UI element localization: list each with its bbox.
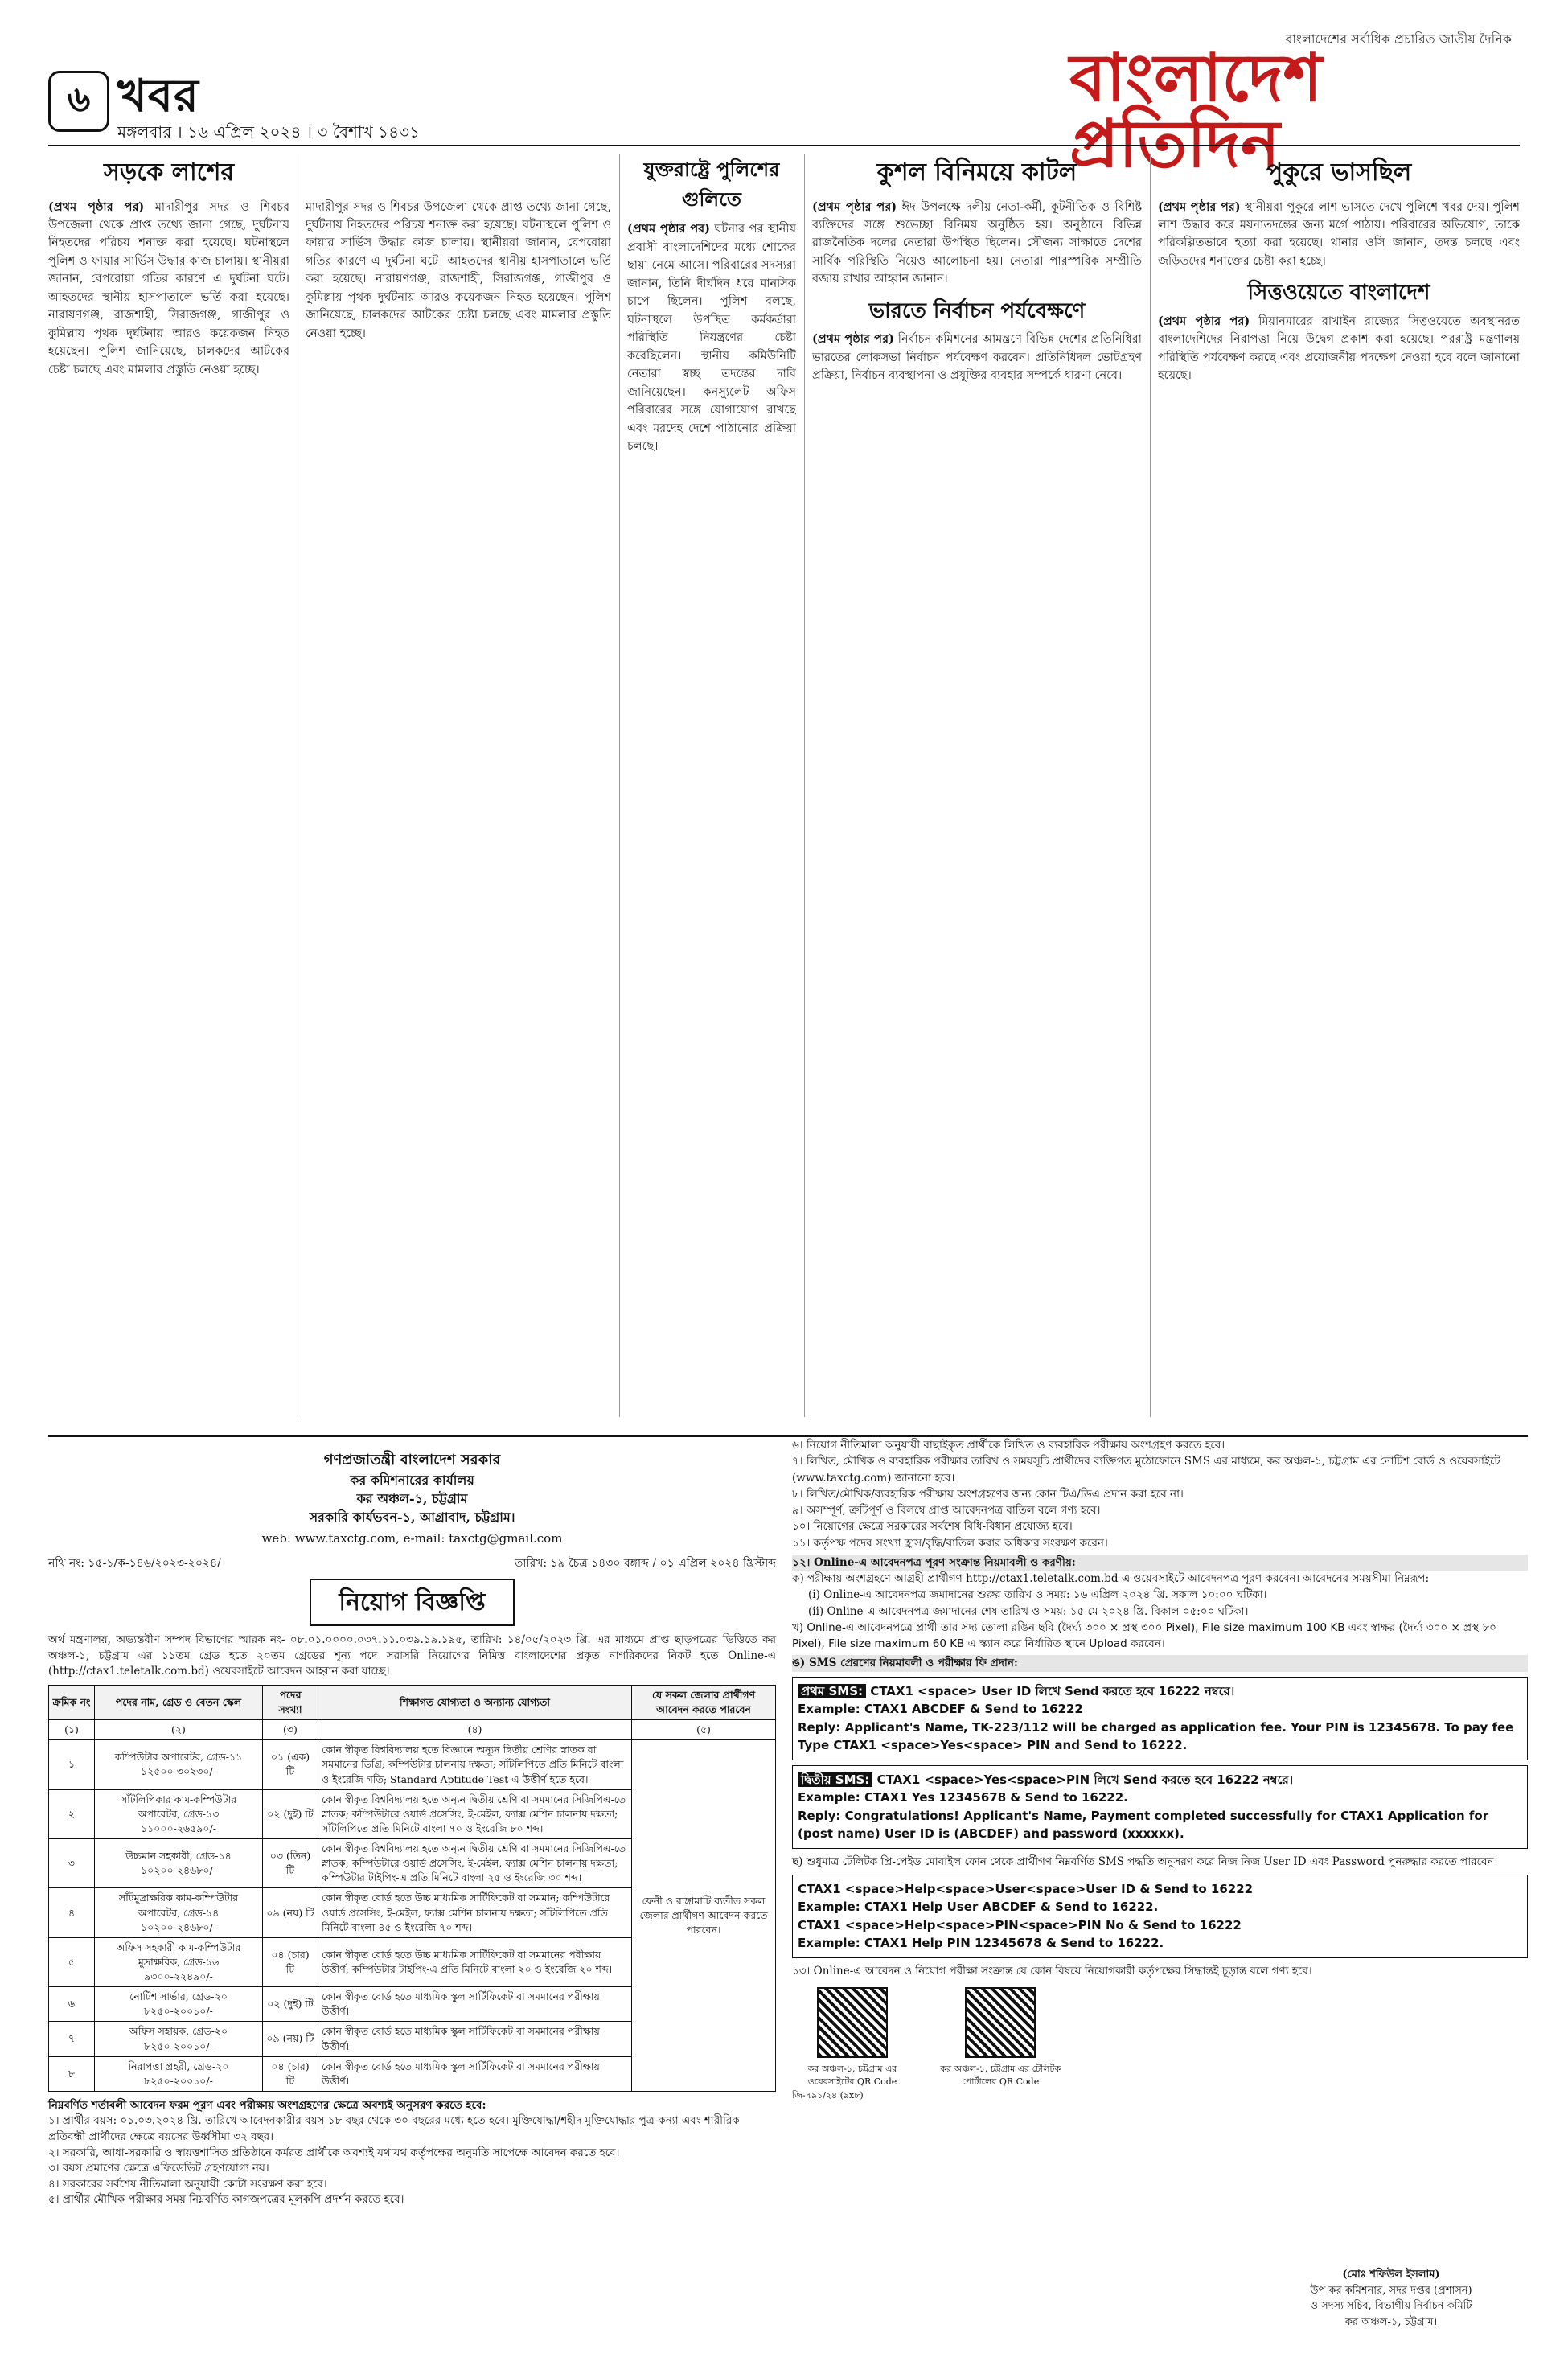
forgot-pin-example: Example: CTAX1 Help PIN 12345678 & Send to 16222. — [798, 1936, 1164, 1951]
article-title-sittwe: সিত্তওয়েতে বাংলাদেশ — [1247, 281, 1430, 306]
article-title-india: ভারতে নির্বাচন পর্যবেক্ষণে — [868, 298, 1086, 323]
row-count: ০৪ (চার) টি — [263, 2056, 318, 2091]
article-road-deaths — [48, 154, 289, 1441]
row-post — [95, 1888, 263, 1937]
header-qualification: শিক্ষাগত যোগ্যতা ও অন্যান্য যোগ্যতা — [318, 1685, 632, 1719]
qr-row — [792, 1987, 1528, 2089]
print-code: জি-৭৯১/২৪ (৯x৮) — [792, 2090, 864, 2101]
notice-item: ১১। কর্তৃপক্ষ পদের সংখ্যা হ্রাস/বৃদ্ধি/বাতিল করার অধিকার সংরক্ষণ করেন। — [792, 1536, 1108, 1550]
final-note: ১৩। Online-এ আবেদন ও নিয়োগ পরীক্ষা সংক্রান্ত যে কোন বিষয়ে নিয়োগকারী কর্তৃপক্ষের সিদ্ধান্তই চূড়ান্ত বলে গণ্য হবে। — [792, 1964, 1312, 1978]
row-scale: ১০২০০-২৪৬৮০/- — [141, 1920, 216, 1933]
conditions-heading: নিম্নবর্ণিত শর্তাবলী আবেদন ফরম পূরণ এবং পরীক্ষায় অংশগ্রহণের ক্ষেত্রে অবশ্যই অনুসরণ করতে হবে: — [48, 2098, 486, 2112]
signer-title: উপ কর কমিশনার, সদর দপ্তর (প্রশাসন) — [1310, 2284, 1472, 2297]
article-pond — [1158, 154, 1520, 1441]
row-count: ০১ (এক) টি — [263, 1740, 318, 1789]
web-contact[interactable]: web: www.taxctg.com, e-mail: taxctg@gmail.com — [261, 1530, 563, 1546]
qr-teletalk[interactable] — [940, 1987, 1061, 2089]
condition-item: ৫। প্রার্থীর মৌখিক পরীক্ষার সময় নিম্নবর্ণিত কাগজপত্রের মূলকপি প্রদর্শন করতে হবে। — [48, 2193, 404, 2207]
article-us-police — [627, 154, 796, 1441]
sms-step-text: CTAX1 <space>Yes<space>PIN লিখে Send করতে হবে 16222 নম্বরে। — [876, 1772, 1294, 1787]
article-body: স্থানীয়রা পুকুরে লাশ ভাসতে দেখে পুলিশে খবর দেয়। পুলিশ লাশ উদ্ধার করে ময়নাতদন্তের জন্য মর্গে পাঠায়। পরিবারের অভিযোগ, তাকে পরিকল্পিতভাবে হত্যা করা হয়েছে। থানার ওসি জানান, তদন্ত চলছে এবং জড়িতদের শনাক্তের চেষ্টা করা হচ্ছে। — [1158, 200, 1520, 268]
condition-item: ৩। বয়স প্রমাণের ক্ষেত্রে এফিডেভিট গ্রহণযোগ্য নয়। — [48, 2162, 269, 2175]
row-qualification: কোন স্বীকৃত বিশ্ববিদ্যালয় হতে বিজ্ঞানে অন্যূন দ্বিতীয় শ্রেণির স্নাতক বা সমমানের ডিগ্রি; কম্পিউটার চালনায় দক্ষতা; সাঁটলিপিতে প্রতি মিনিটে বাংলা ও ইংরেজি গতি; Standard Aptitude Test এ উত্তীর্ণ হতে হবে। — [318, 1740, 632, 1789]
sms-step-label: দ্বিতীয় SMS: — [798, 1772, 872, 1787]
row-serial: ৩ — [49, 1839, 95, 1888]
article-body: ঘটনার পর স্থানীয় প্রবাসী বাংলাদেশিদের মধ্যে শোকের ছায়া নেমে আসে। পরিবারের সদস্যরা জানান, তিনি দীর্ঘদিন ধরে মানসিক চাপে ছিলেন। পুলিশ বলছে, ঘটনাস্থলে উপস্থিত কর্মকর্তারা পরিস্থিতি নিয়ন্ত্রণের চেষ্টা করেছিলেন। স্থানীয় কমিউনিটি নেতারা স্বচ্ছ তদন্তের দাবি জানিয়েছেন। কনস্যুলেট অফিস পরিবারের সঙ্গে যোগাযোগ রাখছে এবং মরদেহ দেশে পাঠানোর প্রক্রিয়া চলছে। — [627, 223, 796, 453]
article-title: পুকুরে ভাসছিল — [1266, 158, 1412, 187]
condition-item: ৪। সরকারের সর্বশেষ নীতিমালা অনুযায়ী কোটা সংরক্ষণ করা হবে। — [48, 2177, 327, 2191]
row-districts: ফেনী ও রাঙ্গামাটি ব্যতীত সকল জেলার প্রার্থীগণ আবেদন করতে পারবেন। — [632, 1740, 776, 2092]
signer-zone: কর অঞ্চল-১, চট্টগ্রাম। — [1344, 2315, 1438, 2328]
notice-item: ৭। লিখিত, মৌখিক ও ব্যবহারিক পরীক্ষার তারিখ ও সময়সূচি প্রার্থীদের ব্যক্তিগত মুঠোফোনে SMS এর মাধ্যমে, কর অঞ্চল-১, চট্টগ্রাম এর নোটিশ বোর্ড ও ওয়েবসাইটে (www.taxctg.com) জানানো হবে। — [792, 1455, 1500, 1485]
sms-step-label: প্রথম SMS: — [798, 1684, 866, 1698]
row-post-name: অফিস সহকারী কাম-কম্পিউটার মুদ্রাক্ষরিক, গ্রেড-১৬ — [116, 1941, 241, 1968]
article-lead: (প্রথম পৃষ্ঠার পর) — [812, 199, 897, 214]
sms-step-text: CTAX1 <space> User ID লিখে Send করতে হবে 16222 নম্বরে। — [870, 1683, 1235, 1698]
signer-role: ও সদস্য সচিব, বিভাগীয় নির্বাচন কমিটি — [1310, 2300, 1472, 2312]
row-count: ০২ (দুই) টি — [263, 1789, 318, 1838]
dateline: মঙ্গলবার । ১৬ এপ্রিল ২০২৪ । ৩ বৈশাখ ১৪৩১ — [117, 122, 421, 142]
sms-heading: ঙ) SMS প্রেরণের নিয়মাবলী ও পরীক্ষার ফি প্রদান: — [792, 1655, 1528, 1671]
column-divider — [1150, 154, 1151, 1417]
qr-label: কর অঞ্চল-১, চট্টগ্রাম এর টেলিটক পোর্টালের QR Code — [940, 2063, 1061, 2087]
header-serial: ক্রমিক নং — [49, 1685, 95, 1719]
row-scale: ৯৩০০-২২৪৯০/- — [144, 1970, 213, 1983]
row-post — [95, 1839, 263, 1888]
article-body: মাদারীপুর সদর ও শিবচর উপজেলা থেকে প্রাপ্ত তথ্যে জানা গেছে, দুর্ঘটনায় নিহতদের পরিচয় শনাক্ত করা হয়েছে। ঘটনাস্থলে পুলিশ ও ফায়ার সার্ভিস উদ্ধার কাজ চালায়। স্থানীয়রা জানান, বেপরোয়া গতির কারণে এ দুর্ঘটনা ঘটে। আহতদের স্থানীয় হাসপাতালে ভর্তি করা হয়েছে। নারায়ণগঞ্জ, রাজশাহী, সিরাজগঞ্জ, গাজীপুর ও কুমিল্লায় পৃথক দুর্ঘটনায় আরও কয়েকজন নিহত হয়েছেন। পুলিশ জানিয়েছে, চালকদের আটকের চেষ্টা চলছে এবং মামলার প্রস্তুতি নেওয়া হচ্ছে। — [48, 200, 289, 376]
date-label: তারিখ: — [514, 1557, 548, 1571]
row-qualification: কোন স্বীকৃত বিশ্ববিদ্যালয় হতে অন্যূন দ্বিতীয় শ্রেণি বা সমমানের সিজিপিএ-তে স্নাতক; কম্পিউটারে ওয়ার্ড প্রসেসিং, ই-মেইল, ফ্যাক্স মেশিন চালনায় দক্ষতা; কম্পিউটার টাইপিং-এ প্রতি মিনিটে বাংলা ২৫ ও ইংরেজি ৩০ শব্দ। — [318, 1839, 632, 1888]
row-qualification: কোন স্বীকৃত বিশ্ববিদ্যালয় হতে অন্যূন দ্বিতীয় শ্রেণি বা সমমানের সিজিপিএ-তে স্নাতক; কম্পিউটারে ওয়ার্ড প্রসেসিং, ই-মেইল, ফ্যাক্স মেশিন চালনায় দক্ষতা; সাঁটলিপিতে প্রতি মিনিটে বাংলা ৭০ ও ইংরেজি ৮০ শব্দ। — [318, 1789, 632, 1838]
forgot-uid: CTAX1 <space>Help<space>User<space>User ID & Send to 16222 — [798, 1881, 1254, 1896]
row-post-name: অফিস সহায়ক, গ্রেড-২০ — [129, 2025, 228, 2038]
article-title — [306, 154, 611, 192]
row-post — [95, 1937, 263, 1986]
signer-name: (মোঃ শফিউল ইসলাম) — [1342, 2269, 1440, 2281]
sms-reply: Reply: Applicant's Name, TK-223/112 will be charged as application fee. Your PIN is 12345678. To pay fee Type CTAX1 <space>Yes<space> PIN and Send to 16222. — [798, 1719, 1514, 1752]
condition-item: ২। সরকারি, আধা-সরকারি ও স্বায়ত্তশাসিত প্রতিষ্ঠানে কর্মরত প্রার্থীকে অবশ্যই যথাযথ কর্তৃপক্ষের অনুমতি সাপেক্ষে আবেদন করতে হবে। — [48, 2146, 620, 2159]
photo-spec: খ) Online-এ আবেদনপত্রে প্রার্থী তার সদ্য তোলা রঙিন ছবি (দৈর্ঘ্য ৩০০ × প্রস্থ ৩০০ Pixel), File size maximum 100 KB এবং স্বাক্ষর (দৈর্ঘ্য ৩০০ × প্রস্থ ৮০ Pixel), File size maximum 60 KB এ স্ক্যান করে নির্ধারিত স্থানে Upload করবেন। — [792, 1620, 1496, 1650]
header-rule — [48, 145, 1520, 146]
sms-example: Example: CTAX1 Yes 12345678 & Send to 16222. — [798, 1790, 1128, 1805]
article-lead: (প্রথম পৃষ্ঠার পর) — [1158, 314, 1250, 328]
notice-item: ৮। লিখিত/মৌখিক/ব্যবহারিক পরীক্ষায় অংশগ্রহণের জন্য কোন টিএ/ডিএ প্রদান করা হবে না। — [792, 1487, 1184, 1501]
section-title: খবর — [117, 69, 199, 122]
qr-website[interactable] — [792, 1987, 913, 2089]
notice-title: নিয়োগ বিজ্ঞপ্তি — [48, 1579, 776, 1627]
row-post-name: নোটিশ সার্ভার, গ্রেড-২০ — [129, 1990, 228, 2003]
online-end: (ii) Online-এ আবেদনপত্র জমাদানের শেষ তারিখ ও সময়: ১৫ মে ২০২৪ খ্রি. বিকাল ০৫:০০ ঘটিকা। — [808, 1604, 1249, 1618]
row-post — [95, 2056, 263, 2091]
row-post-name: কম্পিউটার অপারেটর, গ্রেড-১১ — [114, 1751, 243, 1764]
memo-number: নথি নং: ১৫-১/ক-১৪৬/২০২৩-২০২৪/ — [48, 1557, 221, 1571]
row-qualification: কোন স্বীকৃত বোর্ড হতে উচ্চ মাধ্যমিক সার্টিফিকেট বা সমমান; কম্পিউটারে ওয়ার্ড প্রসেসিং, ই-মেইল, ফ্যাক্স মেশিন চালনায় দক্ষতা; সাঁটলিপিতে প্রতি মিনিটে বাংলা ৪৫ ও ইংরেজি ৭০ শব্দ। — [318, 1888, 632, 1937]
date-block: তারিখ: ১৯ চৈত্র ১৪৩০ বঙ্গাব্দ / ০১ এপ্রিল ২০২৪ খ্রিস্টাব্দ — [514, 1557, 776, 1571]
row-post — [95, 1987, 263, 2022]
row-count: ০৩ (তিন) টি — [263, 1839, 318, 1888]
sms-example: Example: CTAX1 ABCDEF & Send to 16222 — [798, 1702, 1083, 1716]
row-serial: ৮ — [49, 2056, 95, 2091]
masthead-tagline: বাংলাদেশের সর্বাধিক প্রচারিত জাতীয় দৈনিক — [1285, 31, 1512, 47]
row-serial: ৭ — [49, 2022, 95, 2056]
row-scale: ৮২৫০-২০০১০/- — [144, 2074, 213, 2087]
article-greetings — [812, 154, 1142, 1441]
office-name: কর কমিশনারের কার্যালয় — [350, 1472, 474, 1489]
row-count: ০২ (দুই) টি — [263, 1987, 318, 2022]
row-post-name: নিরাপত্তা প্রহরী, গ্রেড-২০ — [128, 2060, 229, 2072]
article-body: নির্বাচন কমিশনের আমন্ত্রণে বিভিন্ন দেশের প্রতিনিধিরা ভারতের লোকসভা নির্বাচন পর্যবেক্ষণ করবেন। প্রতিনিধিদল ভোটগ্রহণ প্রক্রিয়া, নির্বাচন ব্যবস্থাপনা ও প্রযুক্তির ব্যবহার সম্পর্কে ধারণা নেবে। — [812, 333, 1142, 383]
row-serial: ১ — [49, 1740, 95, 1789]
article-body: মাদারীপুর সদর ও শিবচর উপজেলা থেকে প্রাপ্ত তথ্যে জানা গেছে, দুর্ঘটনায় নিহতদের পরিচয় শনাক্ত করা হয়েছে। ঘটনাস্থলে পুলিশ ও ফায়ার সার্ভিস উদ্ধার কাজ চালায়। স্থানীয়রা জানান, বেপরোয়া গতির কারণে এ দুর্ঘটনা ঘটে। আহতদের স্থানীয় হাসপাতালে ভর্তি করা হয়েছে। নারায়ণগঞ্জ, রাজশাহী, সিরাজগঞ্জ, গাজীপুর ও কুমিল্লায় পৃথক দুর্ঘটনায় আরও কয়েকজন নিহত হয়েছেন। পুলিশ জানিয়েছে, চালকদের আটকের চেষ্টা চলছে এবং মামলার প্রস্তুতি নেওয়া হচ্ছে। — [306, 200, 611, 340]
memo-row — [48, 1555, 776, 1571]
article-lead: (প্রথম পৃষ্ঠার পর) — [48, 199, 145, 214]
article-title: যুক্তরাষ্ট্রে পুলিশের গুলিতে — [643, 158, 780, 212]
recruitment-notice — [48, 1435, 1528, 2346]
forgot-heading: ছ) শুধুমাত্র টেলিটক প্রি-পেইড মোবাইল ফোন থেকে প্রার্থীগণ নিম্নবর্ণিত SMS পদ্ধতি অনুসরণ করে নিজ নিজ User ID এবং Password পুনরুদ্ধার করতে পারবেন। — [792, 1854, 1498, 1868]
row-post-name: সাঁটমুদ্রাক্ষরিক কাম-কম্পিউটার অপারেটর, গ্রেড-১৪ — [118, 1891, 239, 1919]
article-body: ঈদ উপলক্ষে দলীয় নেতা-কর্মী, কূটনীতিক ও বিশিষ্ট ব্যক্তিদের সঙ্গে শুভেচ্ছা বিনিময় অনুষ্ঠিত হয়। অনুষ্ঠানে বিভিন্ন রাজনৈতিক দলের নেতারা উপস্থিত ছিলেন। সৌজন্য সাক্ষাতে দেশের সার্বিক পরিস্থিতি নিয়েও আলোচনা হয়। নেতারা পারস্পরিক সম্প্রীতি বজায় রাখার আহ্বান জানান। — [812, 200, 1142, 286]
header-post: পদের নাম, গ্রেড ও বেতন স্কেল — [95, 1685, 263, 1719]
row-count: ০৯ (নয়) টি — [263, 2022, 318, 2056]
row-qualification: কোন স্বীকৃত বোর্ড হতে মাধ্যমিক স্কুল সার্টিফিকেট বা সমমানের পরীক্ষায় উত্তীর্ণ। — [318, 2056, 632, 2091]
notice-item: ৬। নিয়োগ নীতিমালা অনুযায়ী বাছাইকৃত প্রার্থীকে লিখিত ও ব্যবহারিক পরীক্ষায় অংশগ্রহণ করতে হবে। — [792, 1439, 1225, 1452]
row-qualification: কোন স্বীকৃত বোর্ড হতে মাধ্যমিক স্কুল সার্টিফিকেট বা সমমানের পরীক্ষায় উত্তীর্ণ। — [318, 1987, 632, 2022]
table-index-row: (১) (২) (৩) (৪) (৫) — [49, 1720, 776, 1740]
article-body: মিয়ানমারের রাখাইন রাজ্যের সিত্তওয়েতে অবস্থানরত বাংলাদেশিদের নিরাপত্তা নিয়ে উদ্বেগ প্রকাশ করা হয়েছে। পররাষ্ট্র মন্ত্রণালয় পরিস্থিতি পর্যবেক্ষণ করছে এবং প্রয়োজনীয় পদক্ষেপ নেওয়া হবে বলে জানানো হয়েছে। — [1158, 314, 1520, 383]
row-scale: ১০২০০-২৪৬৮০/- — [141, 1864, 216, 1877]
row-qualification: কোন স্বীকৃত বোর্ড হতে উচ্চ মাধ্যমিক সার্টিফিকেট বা সমমানের পরীক্ষায় উত্তীর্ণ; কম্পিউটার টাইপিং-এ প্রতি মিনিটে বাংলা ২০ ও ইংরেজি ২০ শব্দ। — [318, 1937, 632, 1986]
notice-left-column — [48, 1437, 776, 2346]
table-row — [49, 1740, 776, 1789]
row-qualification: কোন স্বীকৃত বোর্ড হতে মাধ্যমিক স্কুল সার্টিফিকেট বা সমমানের পরীক্ষায় উত্তীর্ণ। — [318, 2022, 632, 2056]
notice-intro: অর্থ মন্ত্রণালয়, অভ্যন্তরীণ সম্পদ বিভাগের স্মারক নং- ০৮.০১.০০০০.০৩৭.১১.০৩৯.১৯.১৯৫, তারিখ: ১৪/০৫/২০২৩ খ্রি. এর মাধ্যমে প্রাপ্ত ছাড়পত্রের ভিত্তিতে কর অঞ্চল-১, চট্টগ্রাম এর ১১তম গ্রেড হতে ২০তম গ্রেডের শূন্য পদে সরাসরি নিয়োগের নিমিত্ত বাংলাদেশের প্রকৃত নাগরিকদের নিকট হতে Online-এ (http://ctax1.teletalk.com.bd) ওয়েবসাইটে আবেদন আহ্বান করা যাচ্ছে। — [48, 1633, 776, 1678]
row-scale: ১২৫০০-৩০২৩০/- — [141, 1765, 216, 1778]
online-start: (i) Online-এ আবেদনপত্র জমাদানের শুরুর তারিখ ও সময়: ১৬ এপ্রিল ২০২৪ খ্রি. সকাল ১০:০০ ঘটিকা। — [808, 1588, 1267, 1602]
row-post — [95, 2022, 263, 2056]
forgot-pin: CTAX1 <space>Help<space>PIN<space>PIN No & Send to 16222 — [798, 1917, 1242, 1932]
article-lead: (প্রথম পৃষ্ঠার পর) — [812, 332, 894, 347]
row-count: ০৯ (নয়) টি — [263, 1888, 318, 1937]
row-scale: ৮২৫০-২০০১০/- — [144, 2005, 213, 2018]
row-serial: ২ — [49, 1789, 95, 1838]
article-title: কুশল বিনিময়ে কাটল — [876, 158, 1077, 187]
building: সরকারি কার্যভবন-১, আগ্রাবাদ, চট্টগ্রাম। — [309, 1509, 515, 1526]
header-districts: যে সকল জেলার প্রার্থীগণ আবেদন করতে পারবেন — [632, 1685, 776, 1719]
sms-reply: Reply: Congratulations! Applicant's Name, Payment completed successfully for CTAX1 Application for (post name) User ID is (ABCDEF) and password (xxxxxx). — [798, 1808, 1489, 1841]
online-heading: ১২। Online-এ আবেদনপত্র পূরণ সংক্রান্ত নিয়মাবলী ও করণীয়: — [792, 1555, 1528, 1571]
row-serial: ৬ — [49, 1987, 95, 2022]
article-road-deaths-cont — [306, 154, 611, 1441]
row-count: ০৪ (চার) টি — [263, 1937, 318, 1986]
notice-item: ১০। নিয়োগের ক্ষেত্রে সরকারের সর্বশেষ বিধি-বিধান প্রযোজ্য হবে। — [792, 1520, 1073, 1534]
row-post-name: সাঁটলিপিকার কাম-কম্পিউটার অপারেটর, গ্রেড-১৩ — [120, 1793, 237, 1820]
signature-block — [1287, 2267, 1496, 2330]
row-scale: ৮২৫০-২০০১০/- — [144, 2039, 213, 2052]
forgot-commands — [792, 1875, 1528, 1958]
online-text: ক) পরীক্ষায় অংশগ্রহণে আগ্রহী প্রার্থীগণ http://ctax1.teletalk.com.bd এ ওয়েবসাইটে আবেদনপত্র পূরণ করবেন। আবেদনের সময়সীমা নিম্নরূপ: — [792, 1572, 1430, 1585]
article-title: সড়কে লাশের — [103, 158, 235, 187]
notice-right-column — [792, 1437, 1528, 2346]
row-post — [95, 1740, 263, 1789]
column-divider — [619, 154, 620, 1417]
column-divider — [804, 154, 805, 1417]
qr-label: কর অঞ্চল-১, চট্টগ্রাম এর ওয়েবসাইটের QR Code — [807, 2063, 897, 2087]
condition-item: ১। প্রার্থীর বয়স: ০১.০৩.২০২৪ খ্রি. তারিখে আবেদনকারীর বয়স ১৮ বছর থেকে ৩০ বছরের মধ্যে হতে হবে। মুক্তিযোদ্ধা/শহীদ মুক্তিযোদ্ধার পুত্র-কন্যা এবং শারীরিক প্রতিবন্ধী প্রার্থীদের ক্ষেত্রে বয়সের উর্ধ্বসীমা ৩২ বছর। — [48, 2114, 740, 2144]
row-post-name: উচ্চমান সহকারী, গ্রেড-১৪ — [125, 1850, 232, 1863]
article-lead: (প্রথম পৃষ্ঠার পর) — [1158, 199, 1241, 214]
sms-step-2 — [792, 1765, 1528, 1849]
notice-item: ৯। অসম্পূর্ণ, ত্রুটিপূর্ণ ও বিলম্বে প্রাপ্ত আবেদনপত্র বাতিল বলে গণ্য হবে। — [792, 1504, 1101, 1517]
row-serial: ৪ — [49, 1888, 95, 1937]
row-serial: ৫ — [49, 1937, 95, 1986]
zone-name: কর অঞ্চল-১, চট্টগ্রাম — [356, 1491, 468, 1507]
article-lead: (প্রথম পৃষ্ঠার পর) — [627, 222, 711, 236]
page-number: ৬ — [48, 71, 109, 132]
date-en: ০১ এপ্রিল ২০২৪ খ্রিস্টাব্দ — [659, 1557, 776, 1571]
forgot-uid-example: Example: CTAX1 Help User ABCDEF & Send to 16222. — [798, 1900, 1159, 1915]
masthead-logo: বাংলাদেশ প্রতিদিন — [1069, 39, 1323, 183]
table-header-row — [49, 1685, 776, 1719]
qr-code-icon — [817, 1987, 888, 2058]
gov-name: গণপ্রজাতন্ত্রী বাংলাদেশ সরকার — [323, 1452, 501, 1468]
row-post — [95, 1789, 263, 1838]
row-scale: ১১০০০-২৬৫৯০/- — [141, 1822, 216, 1834]
qr-code-icon — [965, 1987, 1036, 2058]
header-count: পদের সংখ্যা — [263, 1685, 318, 1719]
vacancy-table — [48, 1685, 776, 2092]
date-bn: ১৯ চৈত্র ১৪৩০ বঙ্গাব্দ — [550, 1557, 649, 1571]
sms-step-1 — [792, 1677, 1528, 1760]
